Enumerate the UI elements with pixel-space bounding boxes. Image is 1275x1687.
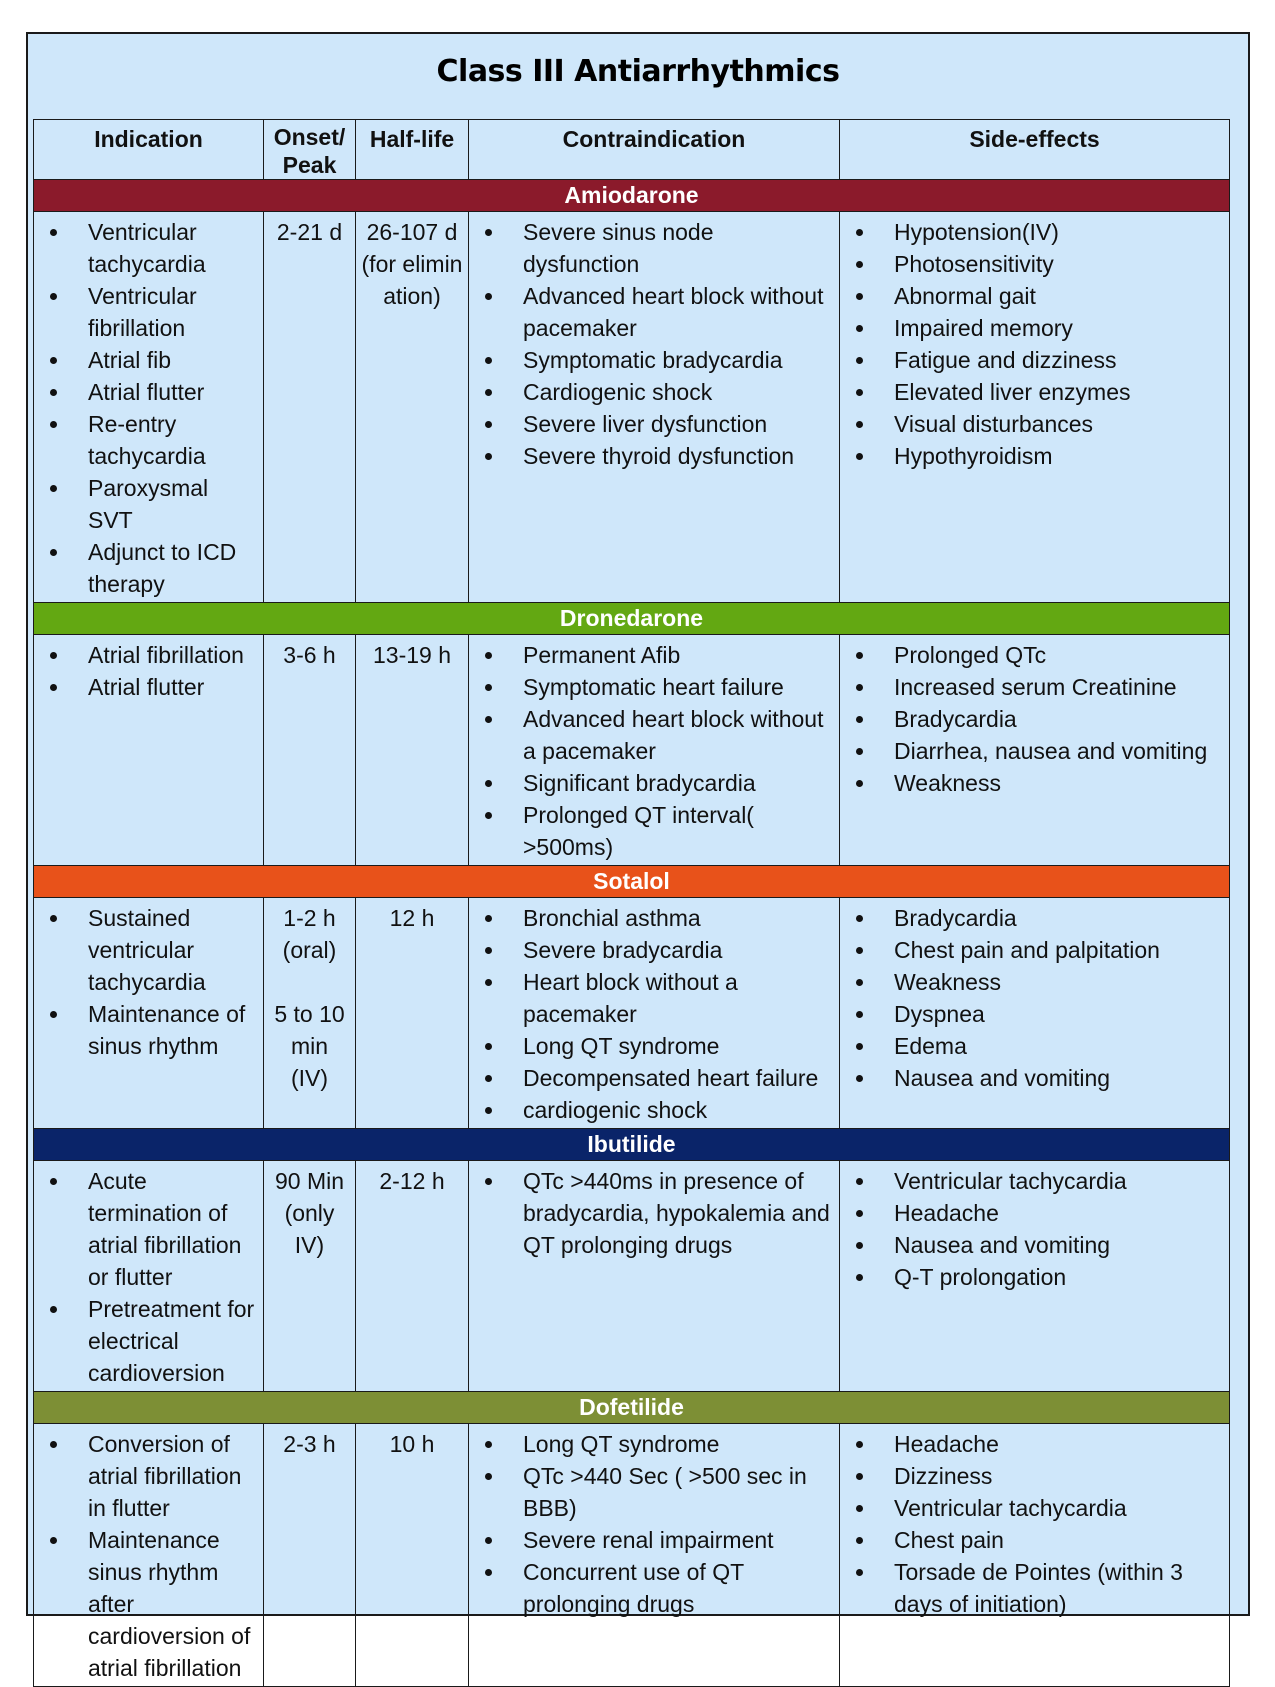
drug-detail-row-ibutilide [34,1161,1230,1392]
side-effects-list [840,1161,1229,1295]
drug-header-row-dronedarone [34,603,1230,635]
list-item: Ventricular tachycardia [34,216,263,280]
onset-peak-cell: 90 Min (only IV) [264,1161,356,1392]
list-item: Visual disturbances [840,408,1229,440]
list-item: Permanent Afib [469,639,839,671]
onset-peak-cell: 2-3 h [264,1424,356,1687]
list-item: Long QT syndrome [469,1030,839,1062]
drug-header-row-ibutilide [34,1129,1230,1161]
list-item: Cardiogenic shock [469,376,839,408]
half-life-cell: 2-12 h [356,1161,469,1392]
list-item: Symptomatic heart failure [469,671,839,703]
list-item: Re-entry tachycardia [34,408,263,472]
list-item: Headache [840,1428,1229,1460]
side-effects-cell [840,212,1230,603]
list-item: Bradycardia [840,703,1229,735]
list-item: Atrial flutter [34,376,263,408]
list-item: Diarrhea, nausea and vomiting [840,735,1229,767]
contraindication-cell [469,212,840,603]
document-frame [26,32,1250,1681]
list-item: Maintenance sinus rhythm after cardioversion of atrial fibrillation [34,1524,263,1684]
indication-list [34,635,263,705]
list-item: cardiogenic shock [469,1094,839,1126]
list-item: Symptomatic bradycardia [469,344,839,376]
side-effects-cell [840,898,1230,1129]
list-item: Elevated liver enzymes [840,376,1229,408]
list-item: Maintenance of sinus rhythm [34,998,263,1062]
list-item: Dizziness [840,1460,1229,1492]
onset-peak-cell: 2-21 d [264,212,356,603]
indication-cell [34,1424,264,1687]
list-item: Photosensitivity [840,248,1229,280]
list-item: Abnormal gait [840,280,1229,312]
list-item: Nausea and vomiting [840,1229,1229,1261]
list-item: Bronchial asthma [469,902,839,934]
list-item: Decompensated heart failure [469,1062,839,1094]
drug-detail-row-amiodarone [34,212,1230,603]
list-item: Hypothyroidism [840,440,1229,472]
contraindication-list [469,1161,839,1263]
indication-list [34,898,263,1064]
indication-cell [34,898,264,1129]
list-item: Chest pain [840,1524,1229,1556]
list-item: Edema [840,1030,1229,1062]
list-item: Ventricular tachycardia [840,1165,1229,1197]
contraindication-cell [469,1424,840,1687]
list-item: Concurrent use of QT prolonging drugs [469,1556,839,1620]
side-effects-list [840,898,1229,1096]
list-item: Ventricular tachycardia [840,1492,1229,1524]
contraindication-list [469,898,839,1128]
list-item: Chest pain and palpitation [840,934,1229,966]
header-contraindication: Contraindication [469,120,840,180]
list-item: Heart block without a pacemaker [469,966,839,1030]
header-row [34,120,1230,180]
side-effects-cell [840,635,1230,866]
onset-peak-cell: 1-2 h (oral) 5 to 10 min (IV) [264,898,356,1129]
list-item: Weakness [840,966,1229,998]
drug-name: Ibutilide [34,1129,1230,1161]
drug-detail-row-sotalol [34,898,1230,1129]
list-item: Acute termination of atrial fibrillation or flutter [34,1165,263,1293]
indication-list [34,1161,263,1391]
contraindication-list [469,1424,839,1622]
list-item: Long QT syndrome [469,1428,839,1460]
half-life-cell: 13-19 h [356,635,469,866]
header-side-effects: Side-effects [840,120,1230,180]
drug-name: Dofetilide [34,1392,1230,1424]
list-item: Weakness [840,767,1229,799]
page-title: Class III Antiarrhythmics [436,54,840,89]
list-item: Severe renal impairment [469,1524,839,1556]
list-item: Atrial flutter [34,671,263,703]
contraindication-cell [469,898,840,1129]
header-onset-peak: Onset/ Peak [264,120,356,180]
list-item: Sustained ventricular tachycardia [34,902,263,998]
indication-list [34,1424,263,1686]
list-item: Dyspnea [840,998,1229,1030]
drug-name: Sotalol [34,866,1230,898]
drug-header-row-sotalol [34,866,1230,898]
list-item: Increased serum Creatinine [840,671,1229,703]
list-item: Nausea and vomiting [840,1062,1229,1094]
list-item: Severe liver dysfunction [469,408,839,440]
list-item: Prolonged QT interval( >500ms) [469,799,839,863]
half-life-cell: 12 h [356,898,469,1129]
indication-cell [34,212,264,603]
antiarrhythmics-table [33,119,1230,1687]
list-item: Hypotension(IV) [840,216,1229,248]
list-item: Severe thyroid dysfunction [469,440,839,472]
contraindication-cell [469,1161,840,1392]
drug-name: Dronedarone [34,603,1230,635]
list-item: QTc >440ms in presence of bradycardia, hypokalemia and QT prolonging drugs [469,1165,839,1261]
list-item: Paroxysmal SVT [34,472,263,536]
list-item: Impaired memory [840,312,1229,344]
side-effects-list [840,1424,1229,1622]
list-item: Fatigue and dizziness [840,344,1229,376]
list-item: Ventricular fibrillation [34,280,263,344]
list-item: Headache [840,1197,1229,1229]
list-item: Advanced heart block without a pacemaker [469,703,839,767]
list-item: Torsade de Pointes (within 3 days of initiation) [840,1556,1229,1620]
contraindication-list [469,635,839,865]
list-item: Advanced heart block without pacemaker [469,280,839,344]
list-item: QTc >440 Sec ( >500 sec in BBB) [469,1460,839,1524]
side-effects-cell [840,1424,1230,1687]
drug-detail-row-dronedarone [34,635,1230,866]
side-effects-list [840,212,1229,474]
list-item: Adjunct to ICD therapy [34,536,263,600]
contraindication-cell [469,635,840,866]
list-item: Q-T prolongation [840,1261,1229,1293]
side-effects-cell [840,1161,1230,1392]
list-item: Severe sinus node dysfunction [469,216,839,280]
list-item: Pretreatment for electrical cardioversion [34,1293,263,1389]
drug-name: Amiodarone [34,180,1230,212]
side-effects-list [840,635,1229,801]
drug-header-row-amiodarone [34,180,1230,212]
list-item: Atrial fibrillation [34,639,263,671]
list-item: Significant bradycardia [469,767,839,799]
drug-detail-row-dofetilide [34,1424,1230,1687]
list-item: Atrial fib [34,344,263,376]
indication-cell [34,1161,264,1392]
list-item: Severe bradycardia [469,934,839,966]
header-indication: Indication [34,120,264,180]
list-item: Conversion of atrial fibrillation in flutter [34,1428,263,1524]
half-life-cell: 26-107 d (for elimination) [356,212,469,603]
contraindication-list [469,212,839,474]
half-life-cell: 10 h [356,1424,469,1687]
onset-peak-cell: 3-6 h [264,635,356,866]
header-half-life: Half-life [356,120,469,180]
list-item: Prolonged QTc [840,639,1229,671]
list-item: Bradycardia [840,902,1229,934]
indication-list [34,212,263,602]
indication-cell [34,635,264,866]
drug-header-row-dofetilide [34,1392,1230,1424]
